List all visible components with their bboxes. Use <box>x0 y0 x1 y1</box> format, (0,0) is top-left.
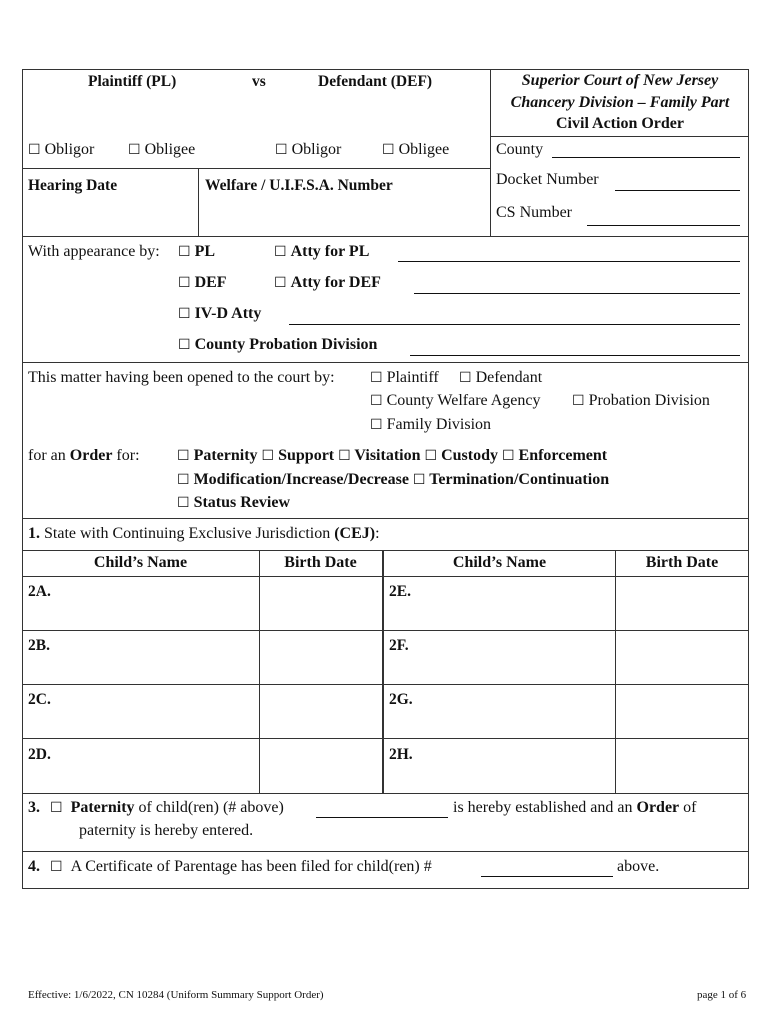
order-termination-option[interactable] <box>413 471 609 488</box>
def-obligor-option[interactable] <box>275 141 341 159</box>
checkbox-icon[interactable]: ☐ <box>177 448 190 464</box>
def-obligee-option[interactable] <box>382 141 449 159</box>
col-birth-date-right: Birth Date <box>645 554 719 571</box>
divider <box>22 550 749 551</box>
checkbox-icon[interactable]: ☐ <box>275 142 288 158</box>
probation-option[interactable] <box>178 336 377 354</box>
atty-pl-option[interactable] <box>274 243 369 261</box>
court-order-type: Civil Action Order <box>556 115 684 132</box>
pl-obligee-option[interactable] <box>128 141 195 159</box>
child-row-label: 2H. <box>389 746 413 763</box>
checkbox-icon[interactable]: ☐ <box>178 306 191 322</box>
order-enforcement-option[interactable] <box>502 447 607 464</box>
section-3-text2: is hereby established and an <box>453 799 637 816</box>
child-row-label: 2G. <box>389 691 413 708</box>
divider <box>22 793 749 794</box>
section-3-text3: of <box>679 799 697 816</box>
checkbox-icon[interactable]: ☐ <box>412 472 426 488</box>
checkbox-icon[interactable]: ☐ <box>178 337 191 353</box>
opened-by-label: This matter having been opened to the court by: <box>28 369 335 386</box>
order-for-post: for: <box>112 447 140 464</box>
section-1-cej: (CEJ) <box>334 525 376 542</box>
order-paternity-option[interactable] <box>177 447 258 464</box>
checkbox-icon[interactable]: ☐ <box>274 244 287 260</box>
paternity-children-field[interactable] <box>316 817 448 818</box>
appearance-label: With appearance by: <box>28 243 160 260</box>
modification-label: Modification/Increase/Decrease <box>193 471 409 488</box>
opened-welfare-option[interactable] <box>370 392 541 410</box>
order-custody-option[interactable] <box>425 447 498 464</box>
checkbox-icon[interactable]: ☐ <box>370 417 383 433</box>
divider <box>615 550 616 793</box>
child-row-label: 2A. <box>28 583 51 600</box>
obligee-label: Obligee <box>144 141 196 158</box>
opened-plaintiff-option[interactable] <box>370 369 439 387</box>
section-4-number: 4. <box>28 858 40 875</box>
hearing-date-label: Hearing Date <box>28 177 118 194</box>
section-4-end: above. <box>617 858 660 875</box>
section-3-line1 <box>28 799 284 817</box>
vs-label: vs <box>252 73 266 90</box>
order-visitation-option[interactable] <box>338 447 420 464</box>
termination-label: Termination/Continuation <box>429 471 610 488</box>
checkbox-icon[interactable]: ☐ <box>177 472 190 488</box>
order-for-bold: Order <box>69 447 113 464</box>
section-1-number: 1. <box>28 525 40 542</box>
obligor-label: Obligor <box>44 141 95 158</box>
atty-pl-field[interactable] <box>398 261 740 262</box>
footer-effective: Effective: 1/6/2022, CN 10284 (Uniform Summary Support Order) <box>28 989 324 1001</box>
order-status-review-option[interactable] <box>177 494 290 511</box>
child-row-label: 2C. <box>28 691 51 708</box>
section-3-line1-end <box>453 799 696 817</box>
checkbox-icon[interactable]: ☐ <box>50 859 63 875</box>
divider <box>259 550 260 793</box>
order-support-option[interactable] <box>262 447 335 464</box>
atty-def-label: Atty for DEF <box>290 274 381 291</box>
checkbox-icon[interactable]: ☐ <box>459 370 472 386</box>
section-3-line2: paternity is hereby entered. <box>79 822 254 839</box>
section-1-text: State with Continuing Exclusive Jurisdiction <box>44 525 335 542</box>
section-3-number: 3. <box>28 799 40 816</box>
pl-obligor-option[interactable] <box>28 141 94 159</box>
cs-number-label: CS Number <box>496 204 572 221</box>
divider <box>198 168 199 237</box>
section-1 <box>28 525 380 543</box>
probation-division-label: Probation Division <box>588 392 710 409</box>
status-review-label: Status Review <box>193 494 290 511</box>
checkbox-icon[interactable]: ☐ <box>338 448 351 464</box>
defendant-label: Defendant (DEF) <box>318 73 433 90</box>
child-row-label: 2E. <box>389 583 411 600</box>
col-birth-date-left: Birth Date <box>284 554 357 571</box>
checkbox-icon[interactable]: ☐ <box>382 142 395 158</box>
support-label: Support <box>278 447 335 464</box>
col-child-name-right: Child’s Name <box>452 554 547 571</box>
section-3-text1: of child(ren) (# above) <box>134 799 284 816</box>
opened-defendant-option[interactable] <box>459 369 542 387</box>
court-division: Chancery Division – Family Part <box>510 94 730 111</box>
order-for-label <box>28 447 140 465</box>
parentage-children-field[interactable] <box>481 876 613 877</box>
section-1-colon: : <box>375 525 380 542</box>
checkbox-icon[interactable]: ☐ <box>572 393 585 409</box>
ivd-atty-field[interactable] <box>289 324 740 325</box>
obligor-label: Obligor <box>291 141 342 158</box>
checkbox-icon[interactable]: ☐ <box>261 448 275 464</box>
visitation-label: Visitation <box>354 447 421 464</box>
pl-label: PL <box>194 243 216 260</box>
defendant-label: Defendant <box>475 369 543 386</box>
divider <box>382 550 384 793</box>
enforcement-label: Enforcement <box>518 447 608 464</box>
atty-def-field[interactable] <box>414 293 740 294</box>
checkbox-icon[interactable]: ☐ <box>128 142 141 158</box>
docket-number-field[interactable] <box>615 190 740 191</box>
divider <box>22 576 749 577</box>
divider <box>22 684 749 685</box>
divider <box>22 630 749 631</box>
footer-page-number: page 1 of 6 <box>697 989 747 1001</box>
plaintiff-label: Plaintiff <box>386 369 439 386</box>
welfare-agency-label: County Welfare Agency <box>386 392 541 409</box>
paternity-label: Paternity <box>193 447 258 464</box>
custody-label: Custody <box>441 447 498 464</box>
checkbox-icon[interactable]: ☐ <box>50 800 63 816</box>
court-name: Superior Court of New Jersey <box>521 72 719 89</box>
order-options-row1 <box>177 447 607 465</box>
divider <box>22 738 749 739</box>
paternity-bold: Paternity <box>70 799 135 816</box>
docket-number-label: Docket Number <box>496 171 599 188</box>
family-division-label: Family Division <box>386 416 492 433</box>
opened-probation-option[interactable] <box>572 392 710 410</box>
welfare-number-label: Welfare / U.I.F.S.A. Number <box>205 177 393 194</box>
appearance-pl-option[interactable] <box>178 243 215 261</box>
county-field[interactable] <box>552 157 740 158</box>
checkbox-icon[interactable]: ☐ <box>274 275 287 291</box>
cs-number-field[interactable] <box>587 225 740 226</box>
col-child-name-left: Child’s Name <box>93 554 188 571</box>
ivd-atty-option[interactable] <box>178 305 261 323</box>
checkbox-icon[interactable]: ☐ <box>370 370 383 386</box>
divider <box>22 236 749 237</box>
atty-def-option[interactable] <box>274 274 381 292</box>
checkbox-icon[interactable]: ☐ <box>424 448 438 464</box>
checkbox-icon[interactable]: ☐ <box>501 448 515 464</box>
checkbox-icon[interactable]: ☐ <box>178 244 191 260</box>
divider <box>22 851 749 852</box>
checkbox-icon[interactable]: ☐ <box>177 495 190 511</box>
order-options-row2 <box>177 471 609 489</box>
child-row-label: 2D. <box>28 746 51 763</box>
ivd-atty-label: IV-D Atty <box>194 305 262 322</box>
def-label: DEF <box>194 274 227 291</box>
checkbox-icon[interactable]: ☐ <box>28 142 41 158</box>
section-4 <box>28 858 432 876</box>
atty-pl-label: Atty for PL <box>290 243 370 260</box>
county-label: County <box>496 141 544 158</box>
divider <box>490 136 749 137</box>
child-row-label: 2B. <box>28 637 50 654</box>
probation-label: County Probation Division <box>194 336 378 353</box>
divider <box>22 168 490 169</box>
probation-field[interactable] <box>410 355 740 356</box>
order-for-pre: for an <box>28 447 70 464</box>
divider <box>22 362 749 363</box>
order-modification-option[interactable] <box>177 471 409 488</box>
checkbox-icon[interactable]: ☐ <box>370 393 383 409</box>
order-options-row3 <box>177 494 290 512</box>
appearance-def-option[interactable] <box>178 274 227 292</box>
order-bold: Order <box>636 799 680 816</box>
obligee-label: Obligee <box>398 141 450 158</box>
plaintiff-label: Plaintiff (PL) <box>88 73 177 90</box>
child-row-label: 2F. <box>389 637 409 654</box>
section-4-text1: A Certificate of Parentage has been filed for child(ren) # <box>70 858 432 875</box>
opened-family-option[interactable] <box>370 416 491 434</box>
checkbox-icon[interactable]: ☐ <box>178 275 191 291</box>
divider <box>22 518 749 519</box>
